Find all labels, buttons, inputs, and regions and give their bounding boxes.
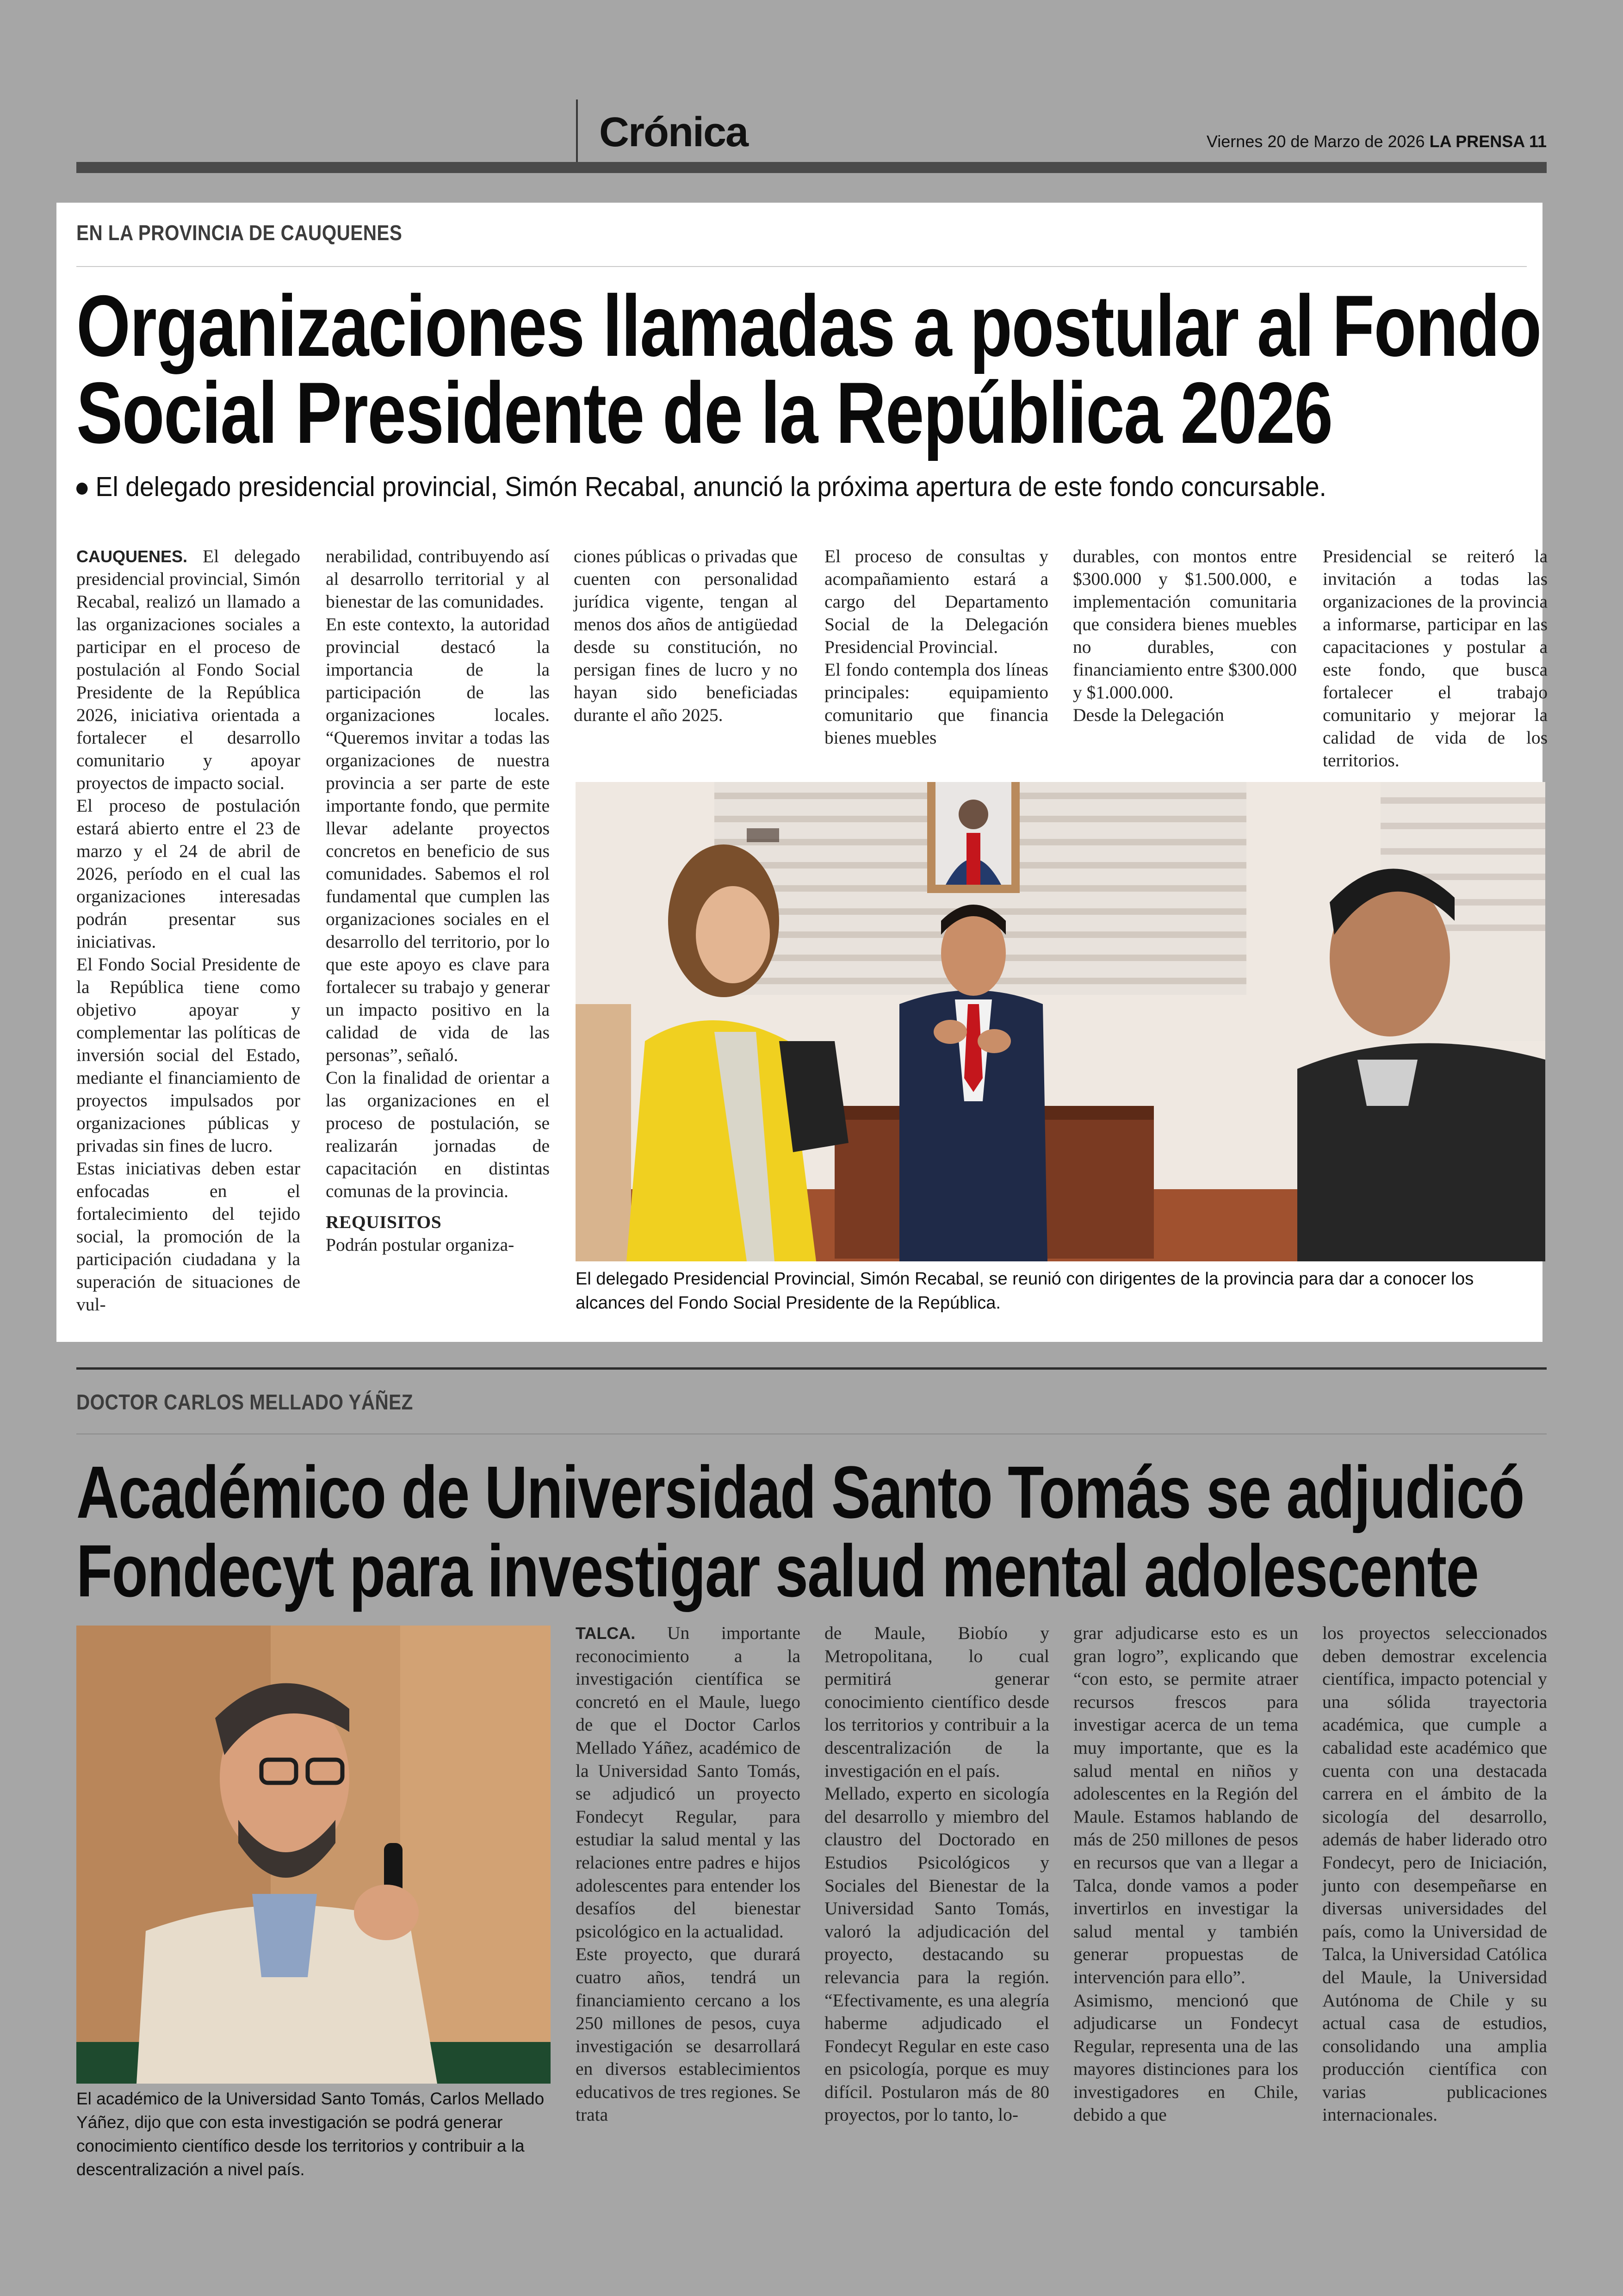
article-dateline: TALCA. [576, 1624, 636, 1643]
paragraph: Este proyecto, que durará cuatro años, tendrá un financiamiento cercano a los 250 millones de pesos, cuya investigación se desarrollará en diversos establecimientos educativos de tres regiones. Se trata [576, 1944, 800, 2125]
academic-photo [76, 1626, 551, 2084]
paragraph: durables, con montos entre $300.000 y $1.500.000, e implementación comunitaria que considera bienes muebles no durables, con financiamiento entre $300.000 y $1.000.000. [1073, 546, 1297, 702]
kicker-rule [76, 266, 1527, 267]
paragraph: grar adjudicarse esto es un gran logro”, explicando que “con esto, se permite atraer recursos frescos para investigar acerca de un tema muy importante, que es la salud mental en niños y adolescentes en la Región del Maule. Estamos hablando de más de 250 millones de pesos en recursos que van a llegar a Talca, donde vamos a poder invertirlos en investigar la salud mental y también generar propuestas de intervención para ello”. [1073, 1623, 1298, 1987]
article-fondo-social [56, 203, 1548, 1342]
header-divider [576, 99, 578, 162]
headline-line: Organizaciones llamadas a postular al Fondo [76, 277, 1541, 374]
paragraph: de Maule, Biobío y Metropolitana, lo cual permitirá generar conocimiento científico desde los territorios y contribuir a la descentralización de la investigación en el país. [824, 1623, 1049, 1781]
paragraph: Asimismo, mencionó que adjudicarse un Fondecyt Regular, representa una de las mayores distinciones para los investigadores en Chile, debido a que [1073, 1990, 1298, 2125]
paragraph-text: Un importante reconocimiento a la investigación científica se concretó en el Maule, luego de que el Doctor Carlos Mellado Yáñez, académico de la Universidad Santo Tomás, se adjudicó un proyecto Fondecyt Regular, para estudiar la salud mental y las relaciones entre padres e hijos adolescentes para entender los desafíos del bienestar psicológico en la actualidad. [576, 1623, 800, 1942]
headline-line: Fondecyt para investigar salud mental adolescente [76, 1529, 1479, 1612]
article-column [76, 545, 300, 1316]
page-header [76, 99, 1547, 174]
paragraph: Desde la Delegación [1073, 705, 1224, 725]
paragraph: El proceso de postulación estará abierto entre el 23 de marzo y el 24 de abril de 2026, período en el cual las organizaciones interesadas podrán presentar sus iniciativas. [76, 795, 300, 952]
article-column [576, 1622, 800, 2127]
article-column [1073, 545, 1297, 726]
section-subheading: REQUISITOS [326, 1212, 442, 1232]
paragraph: Estas iniciativas deben estar enfocadas en el fortalecimiento del tejido social, la promoción de la participación ciudadana y la superación de situaciones de vul- [76, 1158, 300, 1315]
article-column [1073, 1622, 1298, 2127]
paragraph: ciones públicas o privadas que cuenten con personalidad jurídica vigente, tengan al menos dos años de antigüedad desde su constitución, no persigan fines de lucro y no hayan sido beneficiadas durante el año 2025. [574, 546, 798, 725]
subhead-text: El delegado presidencial provincial, Simón Recabal, anunció la próxima apertura de este fondo concursable. [95, 472, 1326, 502]
header-rule [76, 162, 1547, 173]
section-divider [76, 1367, 1547, 1370]
article-dateline: CAUQUENES. [76, 547, 188, 566]
paragraph-text: El delegado presidencial provincial, Simón Recabal, realizó un llamado a las organizaciones sociales a participar en el proceso de postulación al Fondo Social Presidente de la República 2026, iniciativa orientada a fortalecer el desarrollo comunitario y apoyar proyectos de impacto social. [76, 546, 300, 793]
paragraph: nerabilidad, contribuyendo así al desarrollo territorial y al bienestar de las comunidades. [326, 546, 550, 612]
article-column [824, 545, 1048, 749]
paragraph: los proyectos seleccionados deben demostrar excelencia científica, impacto potencial y una sólida trayectoria académica, que cumple a cabalidad este académico que cuenta con una destacada carrera en el ámbito de la sicología del desarrollo, además de haber liderado otro Fondecyt, pero de Iniciación, junto con desempeñarse en diversas universidades del país, como la Universidad de Talca, la Universidad Católica del Maule, la Universidad Autónoma de Chile y su actual casa de estudios, consolidando una amplia producción científica con varias publicaciones internacionales. [1322, 1623, 1547, 2125]
paragraph [576, 1622, 800, 1943]
paper-page: LA PRENSA 11 [1429, 132, 1547, 151]
paragraph: Con la finalidad de orientar a las organizaciones en el proceso de postulación, se realizarán jornadas de capacitación en distintas comunas de la provincia. [326, 1067, 550, 1201]
article-column [574, 545, 798, 726]
headline-line: Social Presidente de la República 2026 [76, 364, 1332, 461]
paragraph: Presidencial se reiteró la invitación a todas las organizaciones de la provincia a informarse, participar en las capacitaciones y postular a este fondo, que busca fortalecer el trabajo comunitario y mejorar la calidad de vida de los territorios. [1323, 546, 1548, 770]
article-headline [76, 277, 1541, 461]
paragraph: El Fondo Social Presidente de la República tiene como objetivo apoyar y complementar las políticas de inversión social del Estado, mediante el financiamiento de proyectos impulsados por organizaciones públicas y privadas sin fines de lucro. [76, 954, 300, 1156]
paragraph: El proceso de consultas y acompañamiento estará a cargo del Departamento Social de la Delegación Presidencial Provincial. [824, 546, 1048, 657]
article-headline [76, 1453, 1524, 1610]
meeting-photo [576, 782, 1545, 1261]
paragraph: Podrán postular organiza- [326, 1235, 514, 1255]
kicker-rule [76, 1433, 1547, 1434]
paragraph: El fondo contempla dos líneas principales: equipamiento comunitario que financia bienes muebles [824, 659, 1048, 748]
article-kicker: EN LA PROVINCIA DE CAUQUENES [76, 221, 403, 245]
article-column [326, 545, 550, 1256]
section-name: Crónica [599, 109, 748, 155]
dateline [1207, 132, 1547, 151]
article-kicker: DOCTOR CARLOS MELLADO YÁÑEZ [76, 1390, 413, 1414]
paragraph: Mellado, experto en sicología del desarrollo y miembro del claustro del Doctorado en Estudios Psicológicos y Sociales del Bienestar de la Universidad Santo Tomás, valoró la adjudicación del proyecto, destacando su relevancia para la región. “Efectivamente, es una alegría haberme adjudicado el Fondecyt Regular en este caso en psicología, porque es muy difícil. Postularon más de 80 proyectos, por lo tanto, lo- [824, 1783, 1049, 2125]
photo-caption: El delegado Presidencial Provincial, Simón Recabal, se reunió con dirigentes de la provincia para dar a conocer los alcances del Fondo Social Presidente de la República. [576, 1269, 1474, 1313]
article-column [1323, 545, 1548, 772]
paragraph [76, 545, 300, 794]
meeting-photo-illustration [576, 782, 1545, 1261]
academic-photo-illustration [76, 1626, 551, 2084]
headline-line: Académico de Universidad Santo Tomás se adjudicó [76, 1451, 1524, 1533]
article-column [1322, 1622, 1547, 2127]
article-subhead [76, 471, 1326, 503]
issue-date: Viernes 20 de Marzo de 2026 [1206, 132, 1425, 151]
bullet-icon [76, 483, 87, 495]
photo-caption: El académico de la Universidad Santo Tomás, Carlos Mellado Yáñez, dijo que con esta investigación se podrá generar conocimiento científico desde los territorios y contribuir a la descentralización a nivel país. [76, 2089, 545, 2179]
article-column [824, 1622, 1049, 2127]
paragraph: En este contexto, la autoridad provincial destacó la importancia de la participación de las organizaciones locales. “Queremos invitar a todas las organizaciones de nuestra provincia a ser parte de este importante fondo, que permite llevar adelante proyectos concretos en beneficio de sus comunidades. Sabemos el rol fundamental que cumplen las organizaciones sociales en el desarrollo del territorio, por lo que este apoyo es clave para fortalecer su trabajo y generar un impacto positivo en la calidad de vida de las personas”, señaló. [326, 614, 550, 1065]
